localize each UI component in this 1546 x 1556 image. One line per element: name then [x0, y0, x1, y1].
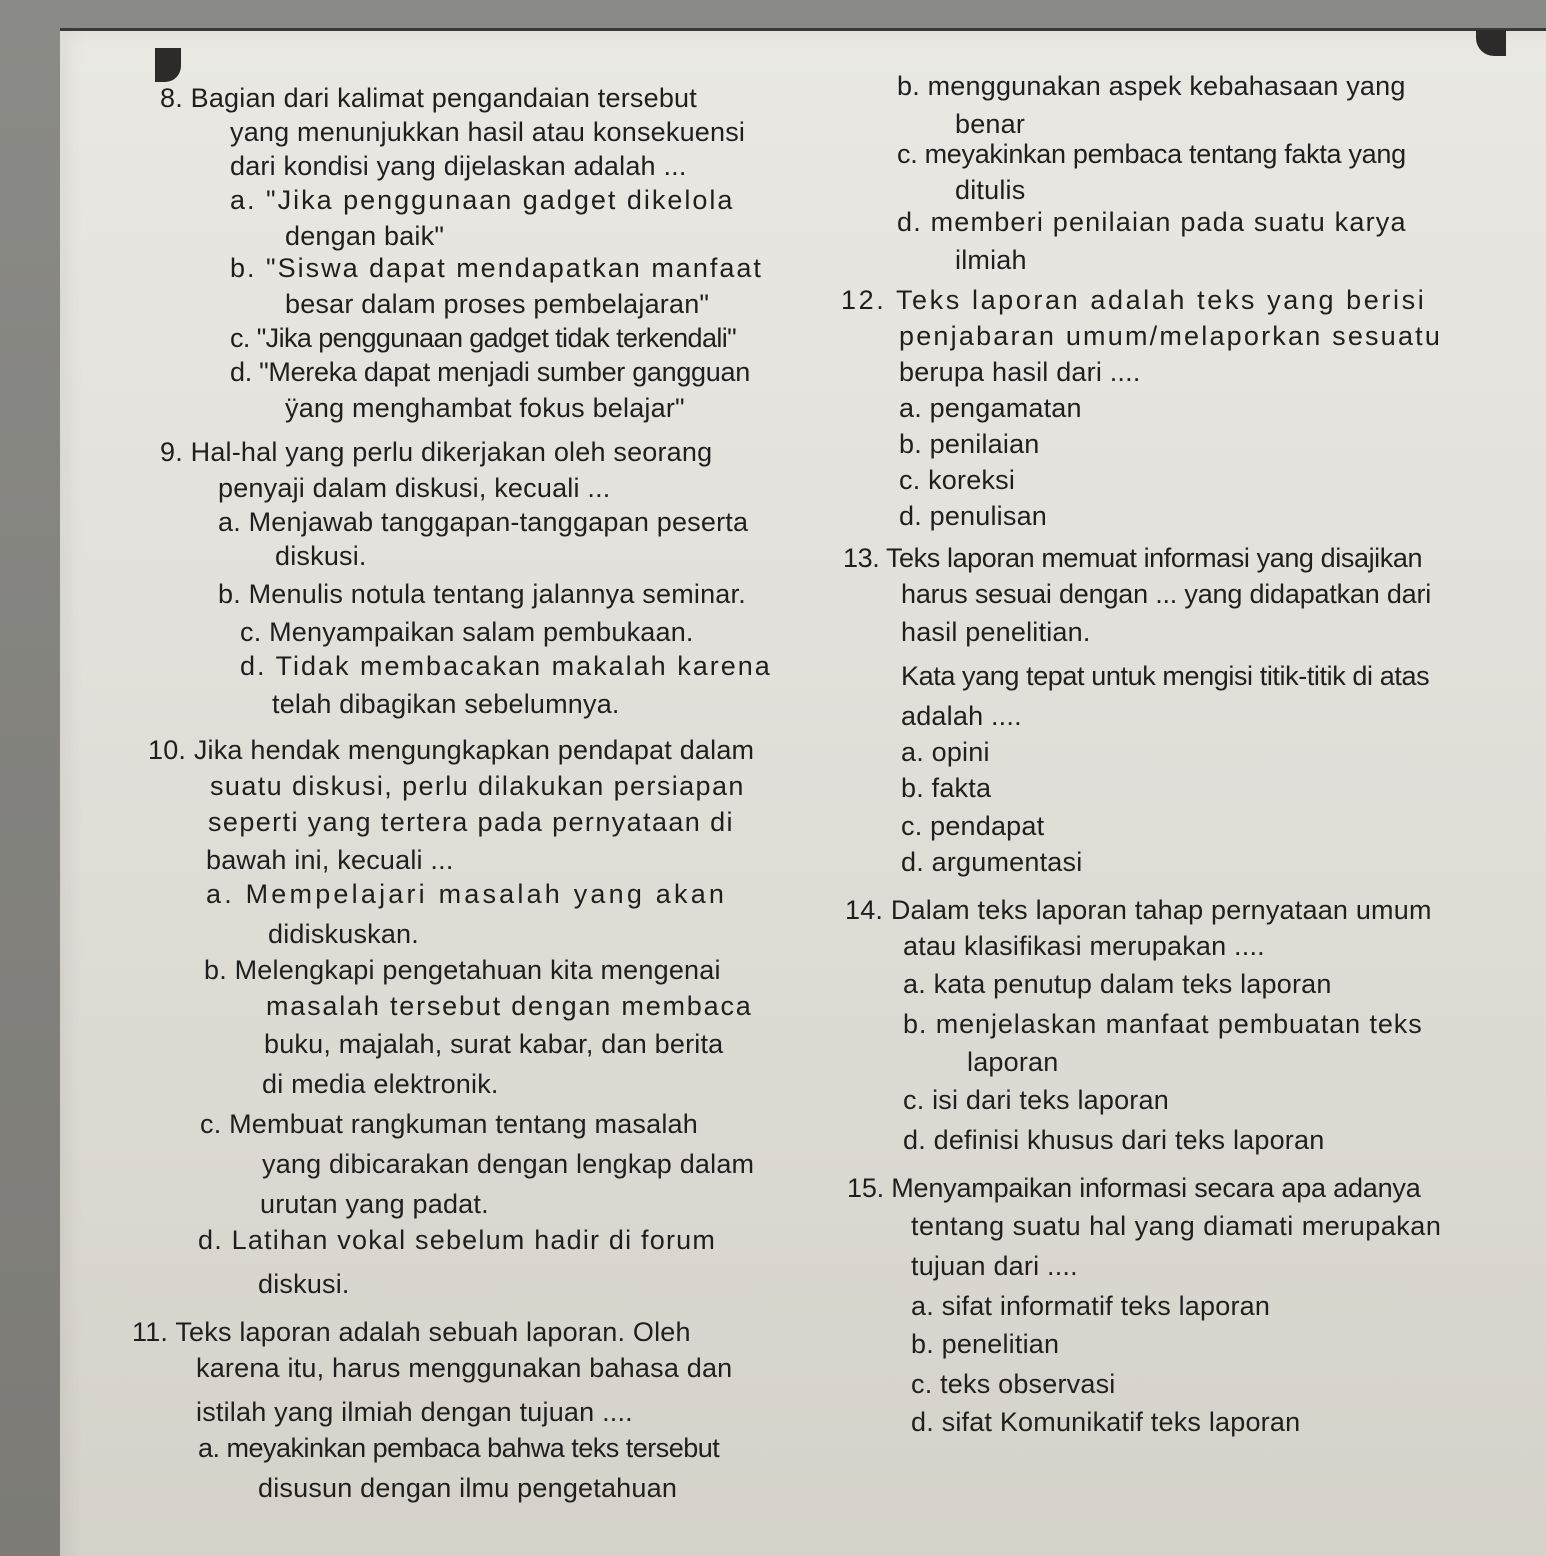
question-9-line: 9. Hal-hal yang perlu dikerjakan oleh seorang [160, 437, 713, 467]
option-13d: d. argumentasi [901, 847, 1083, 877]
question-12-line: 12. Teks laporan adalah teks yang berisi [841, 285, 1427, 315]
question-9-line: penyaji dalam diskusi, kecuali ... [218, 473, 611, 503]
option-13b: b. fakta [901, 773, 992, 803]
question-15-line: tujuan dari .... [911, 1251, 1078, 1281]
option-12b: b. penilaian [899, 429, 1040, 459]
option-13a: a. opini [901, 737, 990, 767]
question-10-line: bawah ini, kecuali ... [206, 845, 454, 875]
option-11a: a. meyakinkan pembaca bahwa teks tersebut [198, 1433, 720, 1463]
option-11a-cont: disusun dengan ilmu pengetahuan [258, 1473, 678, 1503]
option-10b-cont: buku, majalah, surat kabar, dan berita [264, 1029, 724, 1059]
question-14-line: atau klasifikasi merupakan .... [903, 931, 1265, 961]
question-12-line: berupa hasil dari .... [899, 357, 1141, 387]
option-14c: c. isi dari teks laporan [903, 1085, 1169, 1115]
option-11d: d. memberi penilaian pada suatu karya [897, 207, 1407, 237]
option-8d: d. "Mereka dapat menjadi sumber gangguan [230, 357, 750, 387]
option-9d: d. Tidak membacakan makalah karena [240, 651, 772, 681]
question-8-line: 8. Bagian dari kalimat pengandaian tersebut [160, 83, 697, 113]
option-11c: c. meyakinkan pembaca tentang fakta yang [897, 139, 1406, 169]
option-15c: c. teks observasi [911, 1369, 1116, 1399]
question-13-line: harus sesuai dengan ... yang didapatkan dari [901, 579, 1432, 609]
question-8-line: yang menunjukkan hasil atau konsekuensi [230, 117, 746, 147]
question-12-line: penjabaran umum/melaporkan sesuatu [899, 321, 1443, 351]
question-13-line: 13. Teks laporan memuat informasi yang disajikan [843, 543, 1423, 573]
option-8a-cont: dengan baik" [285, 221, 445, 251]
option-8d-cont: ÿang menghambat fokus belajar" [285, 393, 685, 423]
question-10-line: 10. Jika hendak mengungkapkan pendapat dalam [148, 735, 755, 765]
option-15b: b. penelitian [911, 1329, 1060, 1359]
option-9a: a. Menjawab tanggapan-tanggapan peserta [218, 507, 749, 537]
option-10c-cont: urutan yang padat. [260, 1189, 489, 1219]
question-13-prompt: adalah .... [901, 701, 1022, 731]
question-15-line: 15. Menyampaikan informasi secara apa adanya [847, 1173, 1421, 1203]
option-9b: b. Menulis notula tentang jalannya seminar. [218, 579, 746, 609]
question-14-line: 14. Dalam teks laporan tahap pernyataan umum [845, 895, 1432, 925]
option-15d: d. sifat Komunikatif teks laporan [911, 1407, 1301, 1437]
option-10a-cont: didiskuskan. [268, 919, 419, 949]
option-10d: d. Latihan vokal sebelum hadir di forum [198, 1225, 717, 1255]
option-9d-cont: telah dibagikan sebelumnya. [272, 689, 620, 719]
option-12d: d. penulisan [899, 501, 1048, 531]
option-12a: a. pengamatan [899, 393, 1082, 423]
option-10d-cont: diskusi. [258, 1269, 350, 1299]
option-9a-cont: diskusi. [275, 541, 367, 571]
option-15a: a. sifat informatif teks laporan [911, 1291, 1271, 1321]
option-11d-cont: ilmiah [955, 245, 1027, 275]
option-14a: a. kata penutup dalam teks laporan [903, 969, 1332, 999]
option-10b-cont: masalah tersebut dengan membaca [266, 991, 753, 1021]
option-14b: b. menjelaskan manfaat pembuatan teks [903, 1009, 1423, 1039]
option-8b-cont: besar dalam proses pembelajaran" [285, 289, 710, 319]
option-10b-cont: di media elektronik. [262, 1069, 499, 1099]
option-10c-cont: yang dibicarakan dengan lengkap dalam [262, 1149, 755, 1179]
option-11c-cont: ditulis [955, 175, 1026, 205]
question-11-line: karena itu, harus menggunakan bahasa dan [196, 1353, 733, 1383]
option-10a: a. Mempelajari masalah yang akan [206, 879, 728, 909]
option-11b-cont: benar [955, 109, 1026, 139]
option-14d: d. definisi khusus dari teks laporan [903, 1125, 1325, 1155]
option-8a: a. "Jika penggunaan gadget dikelola [230, 185, 735, 215]
question-11-line: istilah yang ilmiah dengan tujuan .... [196, 1397, 633, 1427]
question-10-line: seperti yang tertera pada pernyataan di [208, 807, 734, 837]
question-13-prompt: Kata yang tepat untuk mengisi titik-titik di atas [901, 661, 1430, 691]
option-8b: b. "Siswa dapat mendapatkan manfaat [230, 253, 763, 283]
question-13-line: hasil penelitian. [901, 617, 1091, 647]
option-13c: c. pendapat [901, 811, 1045, 841]
option-8c: c. "Jika penggunaan gadget tidak terkendali" [230, 323, 737, 353]
option-14b-cont: laporan [967, 1047, 1059, 1077]
question-10-line: suatu diskusi, perlu dilakukan persiapan [210, 771, 745, 801]
option-10b: b. Melengkapi pengetahuan kita mengenai [204, 955, 721, 985]
option-9c: c. Menyampaikan salam pembukaan. [240, 617, 694, 647]
question-8-line: dari kondisi yang dijelaskan adalah ... [230, 151, 687, 181]
option-11b: b. menggunakan aspek kebahasaan yang [897, 71, 1406, 101]
option-12c: c. koreksi [899, 465, 1016, 495]
option-10c: c. Membuat rangkuman tentang masalah [200, 1109, 698, 1139]
question-11-line: 11. Teks laporan adalah sebuah laporan. Oleh [132, 1317, 691, 1347]
question-15-line: tentang suatu hal yang diamati merupakan [911, 1211, 1442, 1241]
